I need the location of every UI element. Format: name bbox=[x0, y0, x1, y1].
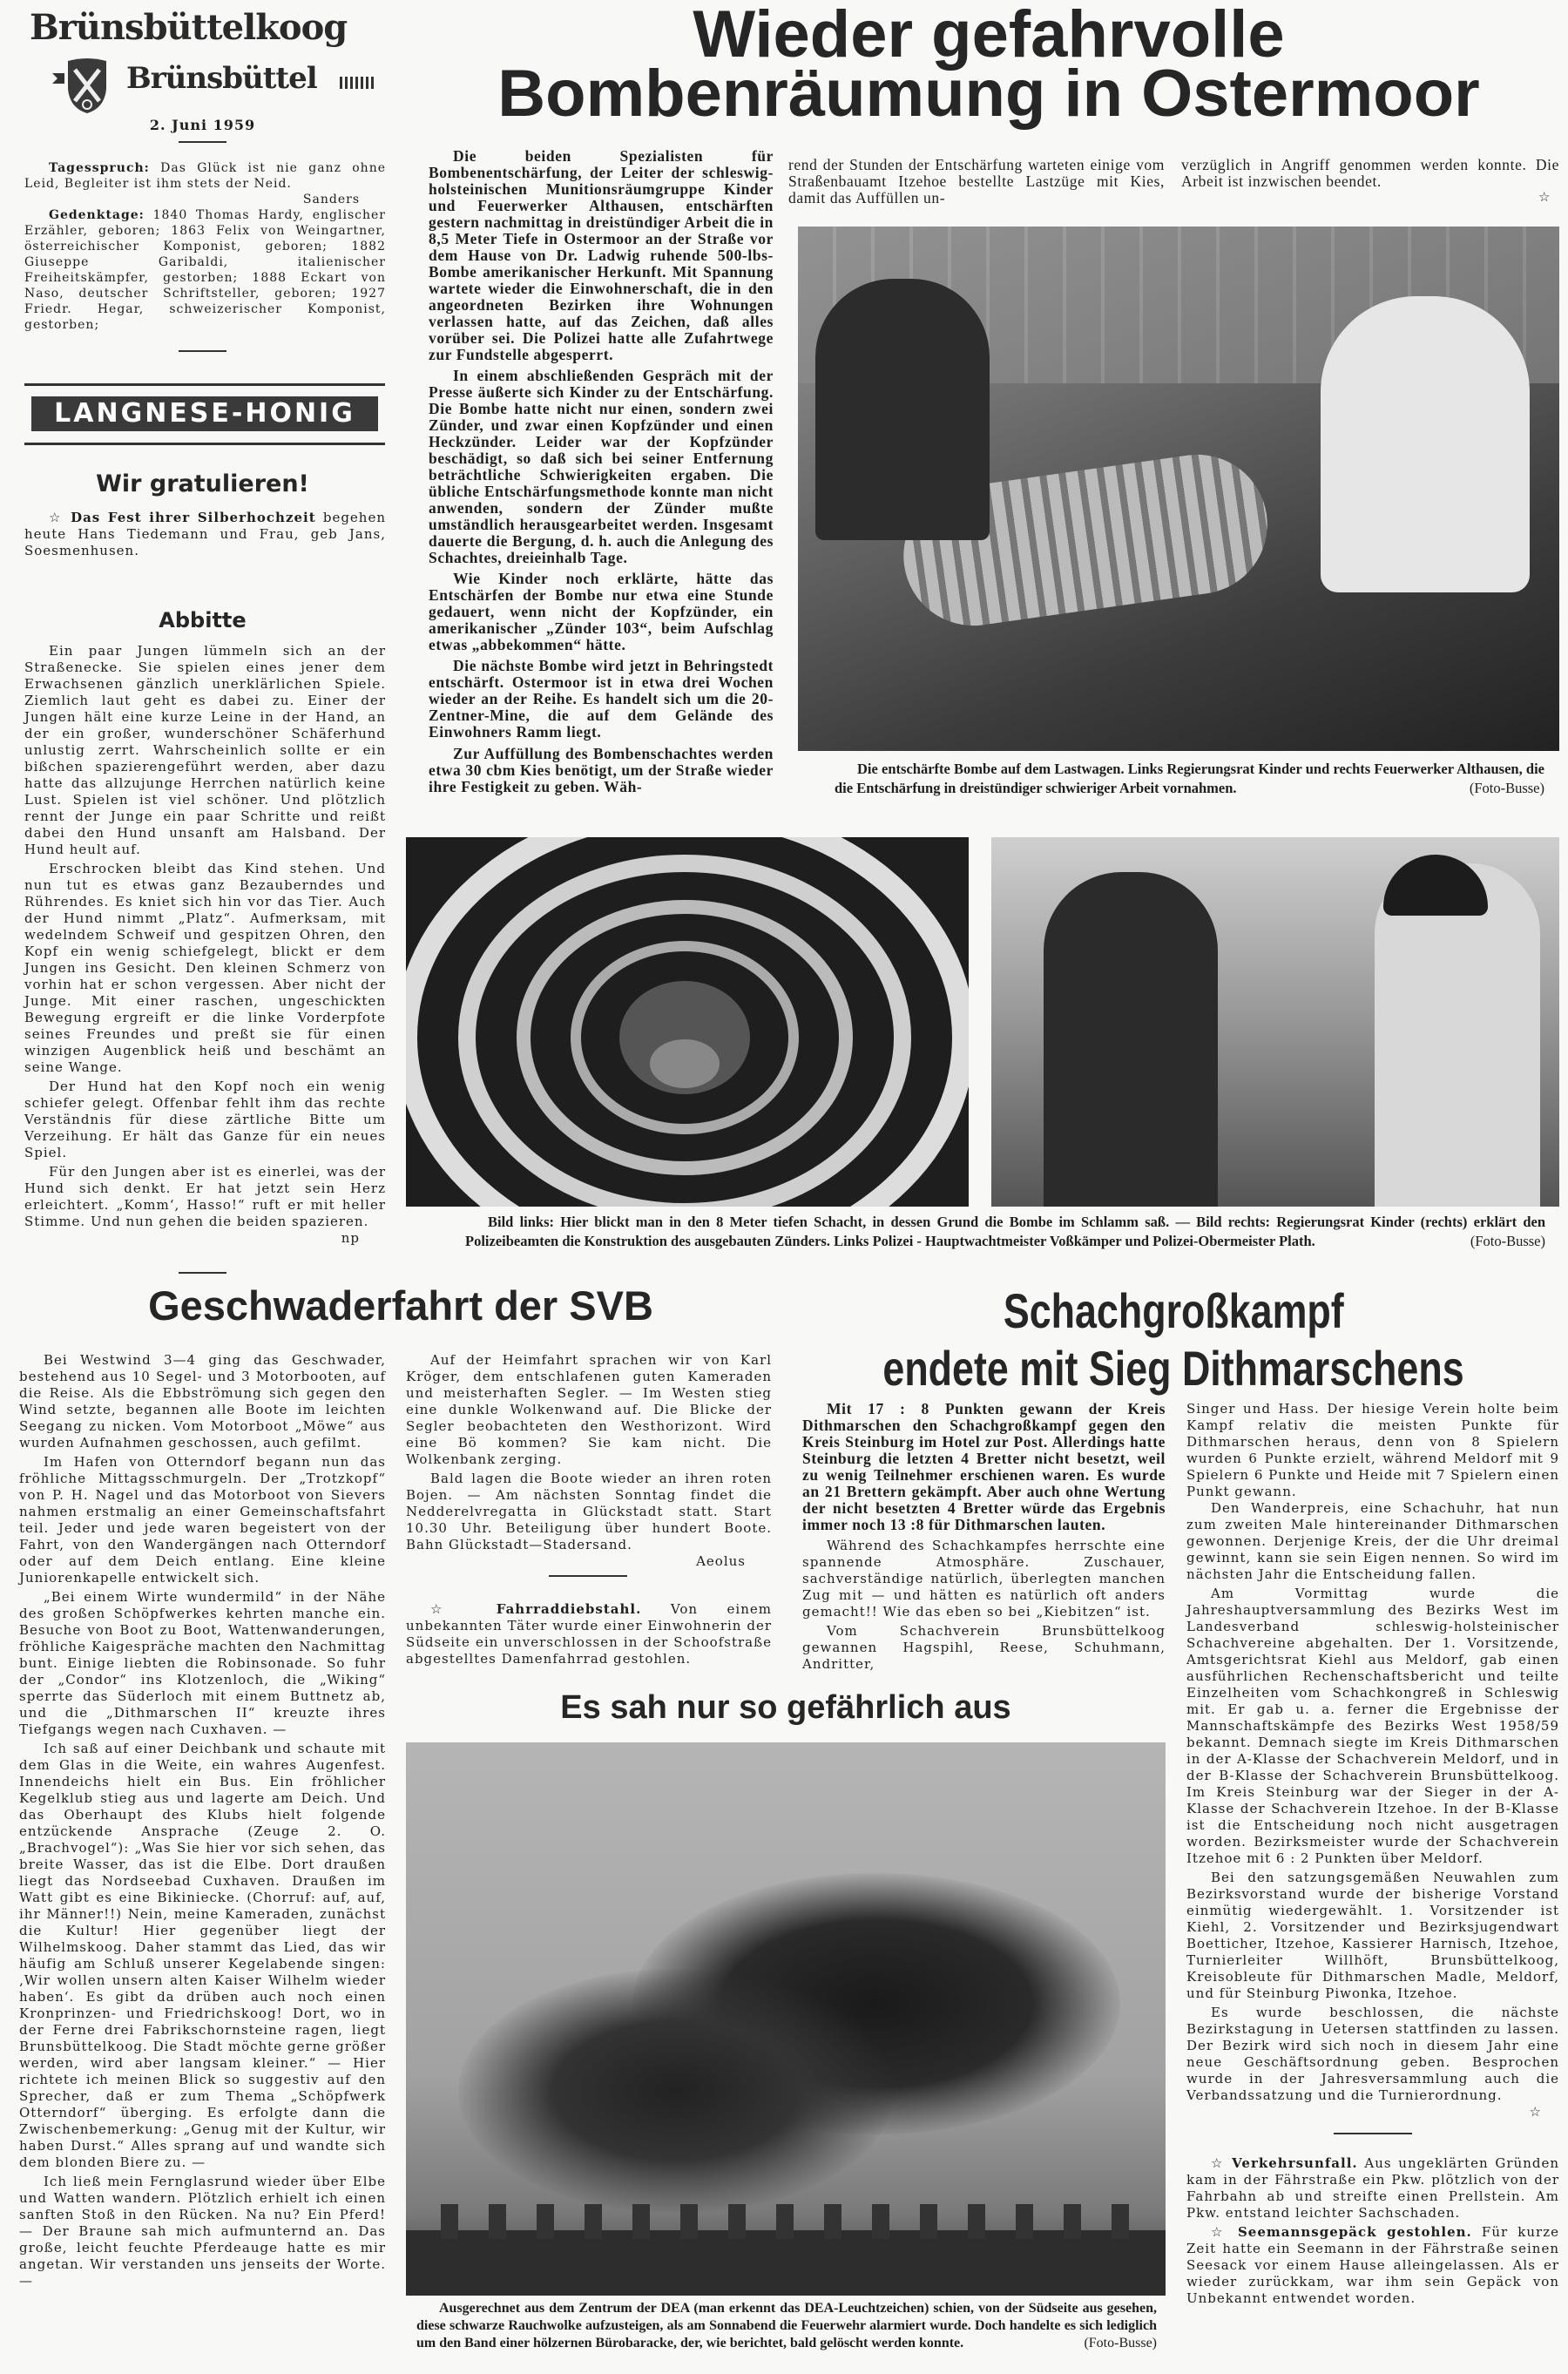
divider bbox=[179, 141, 226, 143]
star-icon: ☆ bbox=[430, 1601, 468, 1617]
schach-article-col1 bbox=[802, 1401, 1166, 1673]
star-icon: ☆ bbox=[1211, 2155, 1226, 2171]
daily-notes bbox=[24, 160, 386, 333]
paragraph: Bei den satzungsgemäßen Neuwahlen zum Bezirksvorstand wurde der bisherige Vorstand einmütig wiedergewählt. 1. Vorsitzender ist Kiehl, 2. Vorsitzender und Bezirksjugendwart Boetticher, Itzehoe, Kassierer Harnisch, Itzehoe, Turnierleiter Willhöft, Brunsbüttelkoog, Kreisobleute für Dithmarschen Madle, Meldorf, und für Steinburg Piwonka, Itzehoe. bbox=[1186, 1870, 1559, 2001]
photo-caption-fire bbox=[416, 2300, 1157, 2352]
paragraph: Die beiden Spezialisten für Bombenentschärfung, der Leiter der schleswig-holsteinischen Munitionsräumgruppe Kinder und Feuerwerker Althausen, entschärften gestern nachmittag in dreistündiger Arbeit die in 8,5 Meter Tiefe in Ostermoor an der Straße vor dem Hause von Dr. Ladwig ruhende 500-lbs-Bombe amerikanischer Herkunft. Mit Spannung wartete wieder die Einwohnerschaft, die in den angeordneten Bezirken ihre Wohnungen verlassen hatte, auf das Zeichen, daß alles vorüber sei. Die Polizei hatte alle Zufahrtwege zur Fundstelle abgesperrt. bbox=[429, 147, 774, 363]
notice-lead: Seemannsgepäck gestohlen. bbox=[1237, 2224, 1472, 2240]
tagesspruch-text: Das Glück ist nie ganz ohne Leid, Begleiter ist ihm stets der Neid. bbox=[24, 161, 387, 191]
langnese-ad bbox=[31, 396, 378, 431]
divider bbox=[1334, 2133, 1412, 2134]
svb-article-col2 bbox=[406, 1352, 772, 1570]
paragraph: Ich ließ mein Fernglasrund wieder über Elbe und Watten wandern. Plötzlich erhielt ich einen sanften Stoß in den Rücken. Na nu? Ein Pferd! — Der Braune sah mich aufmunternd an. Das große, leicht feuchte Pferdeauge hatte es mir angetan. Wir verstanden uns jenseits der Worte. — bbox=[19, 2174, 386, 2289]
paragraph: Es wurde beschlossen, die nächste Bezirkstagung in Uetersen stattfinden zu lassen. Der Bezirk wird sich noch in diesem Jahr eine neue Geschäftsordnung geben. Besprochen wurde in der Jahresversammlung auch die Verbandssatzung und die Turnierordnung. bbox=[1186, 2005, 1559, 2103]
photo-credit: (Foto-Busse) bbox=[1084, 2336, 1157, 2350]
schach-headline-line2: endete mit Sieg Dithmarschens bbox=[882, 1341, 1465, 1396]
masthead bbox=[17, 7, 388, 116]
notice-text: Für kurze Zeit hatte ein Seemann in der Fährstraße seinen Seesack vor einem Hause alleingelassen. Als er wieder zurückkam, war ihm sein Gepäck von Unbekannt entwendet worden. bbox=[1186, 2224, 1559, 2306]
caption-text: Bild links: Hier blickt man in den 8 Meter tiefen Schacht, in dessen Grund die Bombe im Schlamm saß. — Bild rechts: Regierungsrat Kinder (rechts) erklärt den Polizeibeamten die Konstruktion des ausgebauten Zünders. Links Polizei - Hauptwachtmeister Voßkämper und Polizei-Obermeister Plath. bbox=[465, 1214, 1545, 1249]
bomb-article-col1 bbox=[429, 148, 774, 795]
notice-text: Aus ungeklärten Gründen kam in der Fährstraße ein Pkw. plötzlich von der Fahrbahn ab und streifte einen Prellstein. Am Pkw. entstand leichter Sachschaden. bbox=[1186, 2155, 1559, 2221]
gratulation-text bbox=[24, 510, 386, 559]
star-icon: ☆ bbox=[1211, 2224, 1228, 2240]
paragraph: „Bei einem Wirte wundermild“ in der Nähe des großen Schöpfwerkes kehrten manche ein. Besuche von Boot zu Boot, Wattenwanderungen, fröhliche Kaigespräche machten den Nachmittag bunt. Einige liebten die Robinsonade. So fuhr der „Condor“ ins Klotzenloch, die „Wiking“ sperrte das Süderloch mit einem Buttnetz ab, und die „Dithmarschen II“ kreuzte ihres Tiefgangs wegen nach Cuxhaven. — bbox=[19, 1589, 386, 1737]
divider bbox=[179, 350, 226, 352]
svb-headline: Geschwaderfahrt der SVB bbox=[148, 1282, 653, 1329]
paragraph: Singer und Hass. Der hiesige Verein holte beim Kampf relativ die meisten Punkte für Dithmarschen heraus, denn von 8 Spielern wurden 6 Punkte erzielt, während Meldorf mit 9 Spielern 6 Punkte und Heide mit 7 Spielern einen Punkt gewann. bbox=[1186, 1401, 1559, 1499]
photo-officials-with-fuse bbox=[991, 837, 1559, 1207]
photo-bomb-on-truck bbox=[798, 227, 1559, 751]
gratulation-lead: Das Fest ihrer Silberhochzeit bbox=[71, 510, 316, 525]
paragraph: Am Vormittag wurde die Jahreshauptversammlung des Bezirks West im Landesverband schleswig-holsteinischer Schachvereine abgehalten. Der 1. Vorsitzende, Amtsgerichtsrat Kiehl aus Meldorf, gab einen ausführlichen Rechenschaftsbericht und teilte Einzelheiten vom Schachkongreß in Schleswig mit. Er gab u. a. ferner die Ergebnisse der Mannschaftskämpfe des Bezirks West 1958/59 bekannt. Demnach siegte im Kreis Dithmarschen in der A-Klasse der Schachverein Meldorf, und in der B-Klasse der Schachverein Brunsbüttelkoog. Im Kreis Steinburg war der Sieger in der A-Klasse der Schachverein Itzehoe. In der B-Klasse ist die Entscheidung noch nicht ausgetragen worden. Bezirksmeister wurde der Schachverein Itzehoe mit 6 : 2 Punkten über Meldorf. bbox=[1186, 1586, 1559, 1866]
banner-ribbon-decoration bbox=[340, 77, 375, 89]
abbitte-heading: Abbitte bbox=[159, 608, 247, 632]
photo-credit: (Foto-Busse) bbox=[1470, 1233, 1545, 1249]
fahrrad-notice bbox=[406, 1601, 772, 1667]
schach-headline bbox=[788, 1282, 1559, 1397]
author-signature: np bbox=[341, 1230, 360, 1246]
photo-bomb-shaft bbox=[406, 837, 969, 1207]
star-icon: ☆ bbox=[1529, 2104, 1542, 2120]
paragraph: In einem abschließenden Gespräch mit der Presse äußerte sich Kinder zu der Entschärfung. Die Bombe hatte nicht nur einen, sondern zwei Zünder, und zwar einen Kopfzünder und einen Heckzünder. Leider war der Kopfzünder beschädigt, so daß sich bei seiner Entfernung beträchtliche Schwierigkeiten ergaben. Die übliche Entschärfungsmethode konnte man nicht anwenden, sondern der Zünder mußte umständlich herausgearbeitet werden. Insgesamt dauerte die Bergung, d. h. auch die Anlegung des Schachtes, dreieinhalb Tage. bbox=[429, 367, 774, 566]
bomb-headline-line1: Wieder gefahrvolle bbox=[693, 0, 1285, 71]
tagesspruch-author: Sanders bbox=[302, 193, 360, 206]
lead-paragraph: Mit 17 : 8 Punkten gewann der Kreis Dithmarschen den Schachgroßkampf gegen den Kreis Steinburg im Hotel zur Post. Allerdings hatte Steinburg die letzten 4 Bretter nicht besetzt, weil zu wenig Teilnehmer erschienen waren. Es wurde an 21 Brettern gekämpft. Aber auch ohne Wertung der nicht besetzten 4 Bretter würde das Ergebnis immer noch 13 :8 für Dithmarschen lauten. bbox=[802, 1400, 1166, 1533]
gratulation-body: begehen heute Hans Tiedemann und Frau, geb Jans, Soesmenhusen. bbox=[24, 510, 386, 558]
paragraph: Bald lagen die Boote wieder an ihren roten Bojen. — Am nächsten Sonntag findet die Nedderelvregatta in Glückstadt statt. Start 10.30 Uhr. Beteiligung über hundert Boote. Bahn Glückstadt—Stadersand. bbox=[406, 1471, 772, 1552]
schach-article-col2 bbox=[1186, 1401, 1559, 2307]
paragraph: Bei Westwind 3—4 ging das Geschwader, bestehend aus 10 Segel- und 3 Motorbooten, auf die Reise. Als die Ebbströmung sich gegen den Wind setzte, begannen alle Boote im leichten Seegang zu nicken. Vom Motorboot „Möwe“ aus wurden Aufnahmen geschossen, auch gefilmt. bbox=[19, 1352, 386, 1451]
tagesspruch-label: Tagesspruch: bbox=[49, 161, 150, 175]
paragraph: Im Hafen von Otterndorf begann nun das fröhliche Mittagsschmurgeln. Der „Trotzkopf“ von P. H. Nagel und das Motorboot von Sievers nahmen erstmalig an einer Gemeinschaftsfahrt teil. Jeder und jede waren begeistert von der Fahrt, von den Wandergängen nach Otterndorf oder auf dem Deich entlang. Eine kleine Juniorenkapelle entwickelt sich. bbox=[19, 1454, 386, 1586]
notice-lead: Verkehrsunfall. bbox=[1232, 2155, 1358, 2171]
paragraph: Die nächste Bombe wird jetzt in Behringstedt entschärft. Ostermoor ist in etwa drei Wochen wieder an der Reihe. Es handelt sich um die 20-Zentner-Mine, die auf dem Gelände des Einwohners Ramm liegt. bbox=[429, 657, 774, 741]
paragraph: Erschrocken bleibt das Kind stehen. Und nun tut es etwas ganz Bezauberndes und Rührendes. Es kniet sich hin vor das Tier. Auch der Hund nimmt „Platz“. Aufmerksam, mit wedelndem Schweif und gespitzen Ohren, den Kopf ein wenig schiefgelegt, blickt er dem Jungen ins Gesicht. Den kleinen Schmerz von vorhin hat er schon vergessen. Aber nicht der Junge. Mit einer raschen, ungeschickten Bewegung ergreift er die linke Vorderpfote seines Freundes und preßt sie für einen winzigen Augenblick heiß und beschämt an seine Wange. bbox=[24, 861, 386, 1075]
author-signature: Aeolus bbox=[696, 1553, 746, 1569]
shaft-rings-illustration bbox=[406, 837, 969, 1207]
gedenktage-label: Gedenktage: bbox=[49, 208, 145, 222]
divider bbox=[179, 1272, 226, 1274]
fire-headline: Es sah nur so gefährlich aus bbox=[560, 1689, 1011, 1726]
masthead-line2: Brünsbüttel bbox=[126, 61, 317, 96]
star-icon: ☆ bbox=[1538, 191, 1551, 205]
bomb-headline-line2: Bombenräumung in Ostermoor bbox=[497, 57, 1480, 131]
paragraph: Ich saß auf einer Deichbank und schaute mit dem Glas in die Weite, ein wahres Augenfest. Innendeichs hielt ein Bus. Ein fröhlicher Kegelklub stieg aus und lagerte am Deich. Und das Oberhaupt des Klubs hielt folgende entzückende Ansprache (Zeuge 2. O. „Brachvogel“): „Was Sie hier vor sich sehen, das breite Wasser, das ist die Elbe. Dort draußen liegt das Nordseebad Cuxhaven. Draußen im Watt gibt es eine Bikiniecke. (Chorruf: auf, auf, ihr Männer!!) Nein, meine Kameraden, zunächst die Kultur! Hier gegenüber liegt der Wilhelmskoog. Daher stammt das Lied, das wir häufig am Schluß unserer Kegelabende singen: ‚Wir wollen unsern alten Kaiser Wilhelm wieder haben‘. Es gibt da drüben auch noch einen Kronprinzen- und Friedrichskoog! Dort, wo in der Ferne drei Fabrikschornsteine ragen, liegt Brunsbüttelkoog. Die Stadt möchte gerne größer werden, wird aber langsam kleiner.“ — Hier richtete ich meinen Blick so suggestiv auf den Sprecher, daß er zum Thema „Schöpfwerk Otterndorf“ überging. Es erfolgte dann die Zwischenbemerkung: „Genug mit der Kultur, wir haben Durst.“ Alles sprang auf und wandte sich dem blonden Biere zu. — bbox=[19, 1741, 386, 2170]
paragraph: Den Wanderpreis, eine Schachuhr, hat nun zum zweiten Male hintereinander Dithmarschen gewonnen. Derjenige Kreis, der die Uhr dreimal gewinnt, kann sie sein Eigen nennen. So wird im nächsten Jahr die Entscheidung fallen. bbox=[1186, 1500, 1559, 1582]
abbitte-article bbox=[24, 643, 386, 1247]
photo-credit: (Foto-Busse) bbox=[1469, 780, 1544, 796]
paragraph: Auf der Heimfahrt sprachen wir von Karl Kröger, dem entschlafenen guten Kameraden und meisterhaften Segler. — Im Westen stieg eine dunkle Wolkenwand auf. Die Blicke der Segler beobachteten den Westhorizont. Wird eine Bö kommen? Sie kam nicht. Die Wolkenbank zerging. bbox=[406, 1352, 772, 1467]
bomb-headline bbox=[409, 0, 1568, 131]
schach-headline-line1: Schachgroßkampf bbox=[1004, 1283, 1344, 1338]
photo-caption-2 bbox=[465, 1213, 1545, 1251]
paragraph: verzüglich in Angriff genommen werden konnte. Die Arbeit ist inzwischen beendet. bbox=[1181, 156, 1559, 190]
photo-caption-1 bbox=[835, 760, 1544, 798]
paragraph: Ein paar Jungen lümmeln sich an der Straßenecke. Sie spielen eines jener dem Erwachsenen gänzlich unerklärlichen Spiele. Ziemlich laut geht es dabei zu. Einer der Jungen hält eine kurze Leine in der Hand, an der ein großer, wunderschöner Schäferhund unlustig zerrt. Wahrscheinlich sollte er ein bißchen spazierengeführt werden, aber dazu hatte das allzujunge Herrchen natürlich keine Lust. Spielen ist viel schöner. Und plötzlich rennt der Junge ein paar Schritte und reißt dabei den Hund unsanft am Halsband. Der Hund heult auf. bbox=[24, 643, 386, 857]
bomb-article-col3 bbox=[1181, 157, 1559, 206]
notice-lead: Fahrraddiebstahl. bbox=[496, 1601, 642, 1617]
paragraph: Für den Jungen aber ist es einerlei, was der Hund sich denkt. Er hat jetzt sein Herz erleichtert. „Komm‘, Hasso!“ ruft er mit heller Stimme. Und nun gehen die beiden spazieren. bbox=[24, 1164, 386, 1229]
divider bbox=[549, 1575, 627, 1577]
coat-of-arms-icon bbox=[52, 57, 122, 115]
ad-rule-bottom bbox=[24, 443, 385, 445]
paragraph: Der Hund hat den Kopf noch ein wenig schiefer gelegt. Offenbar fehlt ihm das rechte Verständnis für diese zärtliche Bitte um Verzeihung. Er hält das Ganze für ein neues Spiel. bbox=[24, 1079, 386, 1160]
masthead-line1: Brünsbüttelkoog bbox=[30, 7, 348, 48]
star-icon: ☆ bbox=[49, 510, 64, 525]
caption-text: Ausgerechnet aus dem Zentrum der DEA (man erkennt das DEA-Leuchtzeichen) schien, von der Südseite aus gesehen, diese schwarze Rauchwolke aufzusteigen, als am Sonnabend die Feuerwehr alarmiert wurde. Doch handelte es sich lediglich um den Band einer hölzernen Bürobaracke, der, wie berichtet, bald gelöscht werden konnte. bbox=[416, 2301, 1157, 2350]
svb-article-col1 bbox=[19, 1352, 386, 2289]
paragraph: rend der Stunden der Entschärfung warteten einige vom Straßenbauamt Itzehoe bestellte Lastzüge mit Kies, damit das Auffüllen un- bbox=[788, 156, 1165, 206]
ad-rule-top bbox=[24, 383, 385, 386]
paragraph: Wie Kinder noch erklärte, hätte das Entschärfen der Bombe nur etwa eine Stunde gedauert, wenn nicht der Kopfzünder, ein amerikanischer „Zünder 103“, beim Aufschlag etwas „abbekommen“ hätte. bbox=[429, 570, 774, 653]
gratulation-heading: Wir gratulieren! bbox=[96, 470, 309, 497]
bomb-article-col2 bbox=[788, 157, 1165, 206]
gedenktage-text: 1840 Thomas Hardy, englischer Erzähler, geboren; 1863 Felix von Weingartner, österreichischer Komponist, geboren; 1882 Giuseppe Garibaldi, italienischer Freiheitskämpfer, gestorben; 1888 Eckart von Naso, deutscher Schriftsteller, geboren; 1927 Friedr. Hegar, schweizerischer Komponist, gestorben; bbox=[24, 208, 386, 332]
paragraph: Vom Schachverein Brunsbüttelkoog gewannen Hagspihl, Reese, Schuhmann, Andritter, bbox=[802, 1623, 1166, 1672]
photo-smoke-cloud bbox=[406, 1742, 1166, 2296]
issue-date: 2. Juni 1959 bbox=[149, 117, 256, 133]
ad-text: LANGNESE-HONIG bbox=[54, 398, 355, 429]
paragraph: Während des Schachkampfes herrschte eine spannende Atmosphäre. Zuschauer, sachverständige natürlich, überlegten manchen Zug mit — und hätten es natürlich oft anders gemacht!! Wie das eben so bei „Kiebitzen“ ist. bbox=[802, 1538, 1166, 1620]
caption-text: Die entschärfte Bombe auf dem Lastwagen. Links Regierungsrat Kinder und rechts Feuerwerker Althausen, die die Entschärfung in dreistündiger schwieriger Arbeit vornahmen. bbox=[835, 761, 1544, 796]
notice-text: Von einem unbekannten Täter wurde einer Einwohnerin der Südseite ein unverschlossen in der Schoofstraße abgestelltes Damenfahrrad gestohlen. bbox=[406, 1601, 772, 1667]
paragraph: Zur Auffüllung des Bombenschachtes werden etwa 30 cbm Kies benötigt, um der Straße wieder ihre Festigkeit zu geben. Wäh- bbox=[429, 745, 774, 795]
